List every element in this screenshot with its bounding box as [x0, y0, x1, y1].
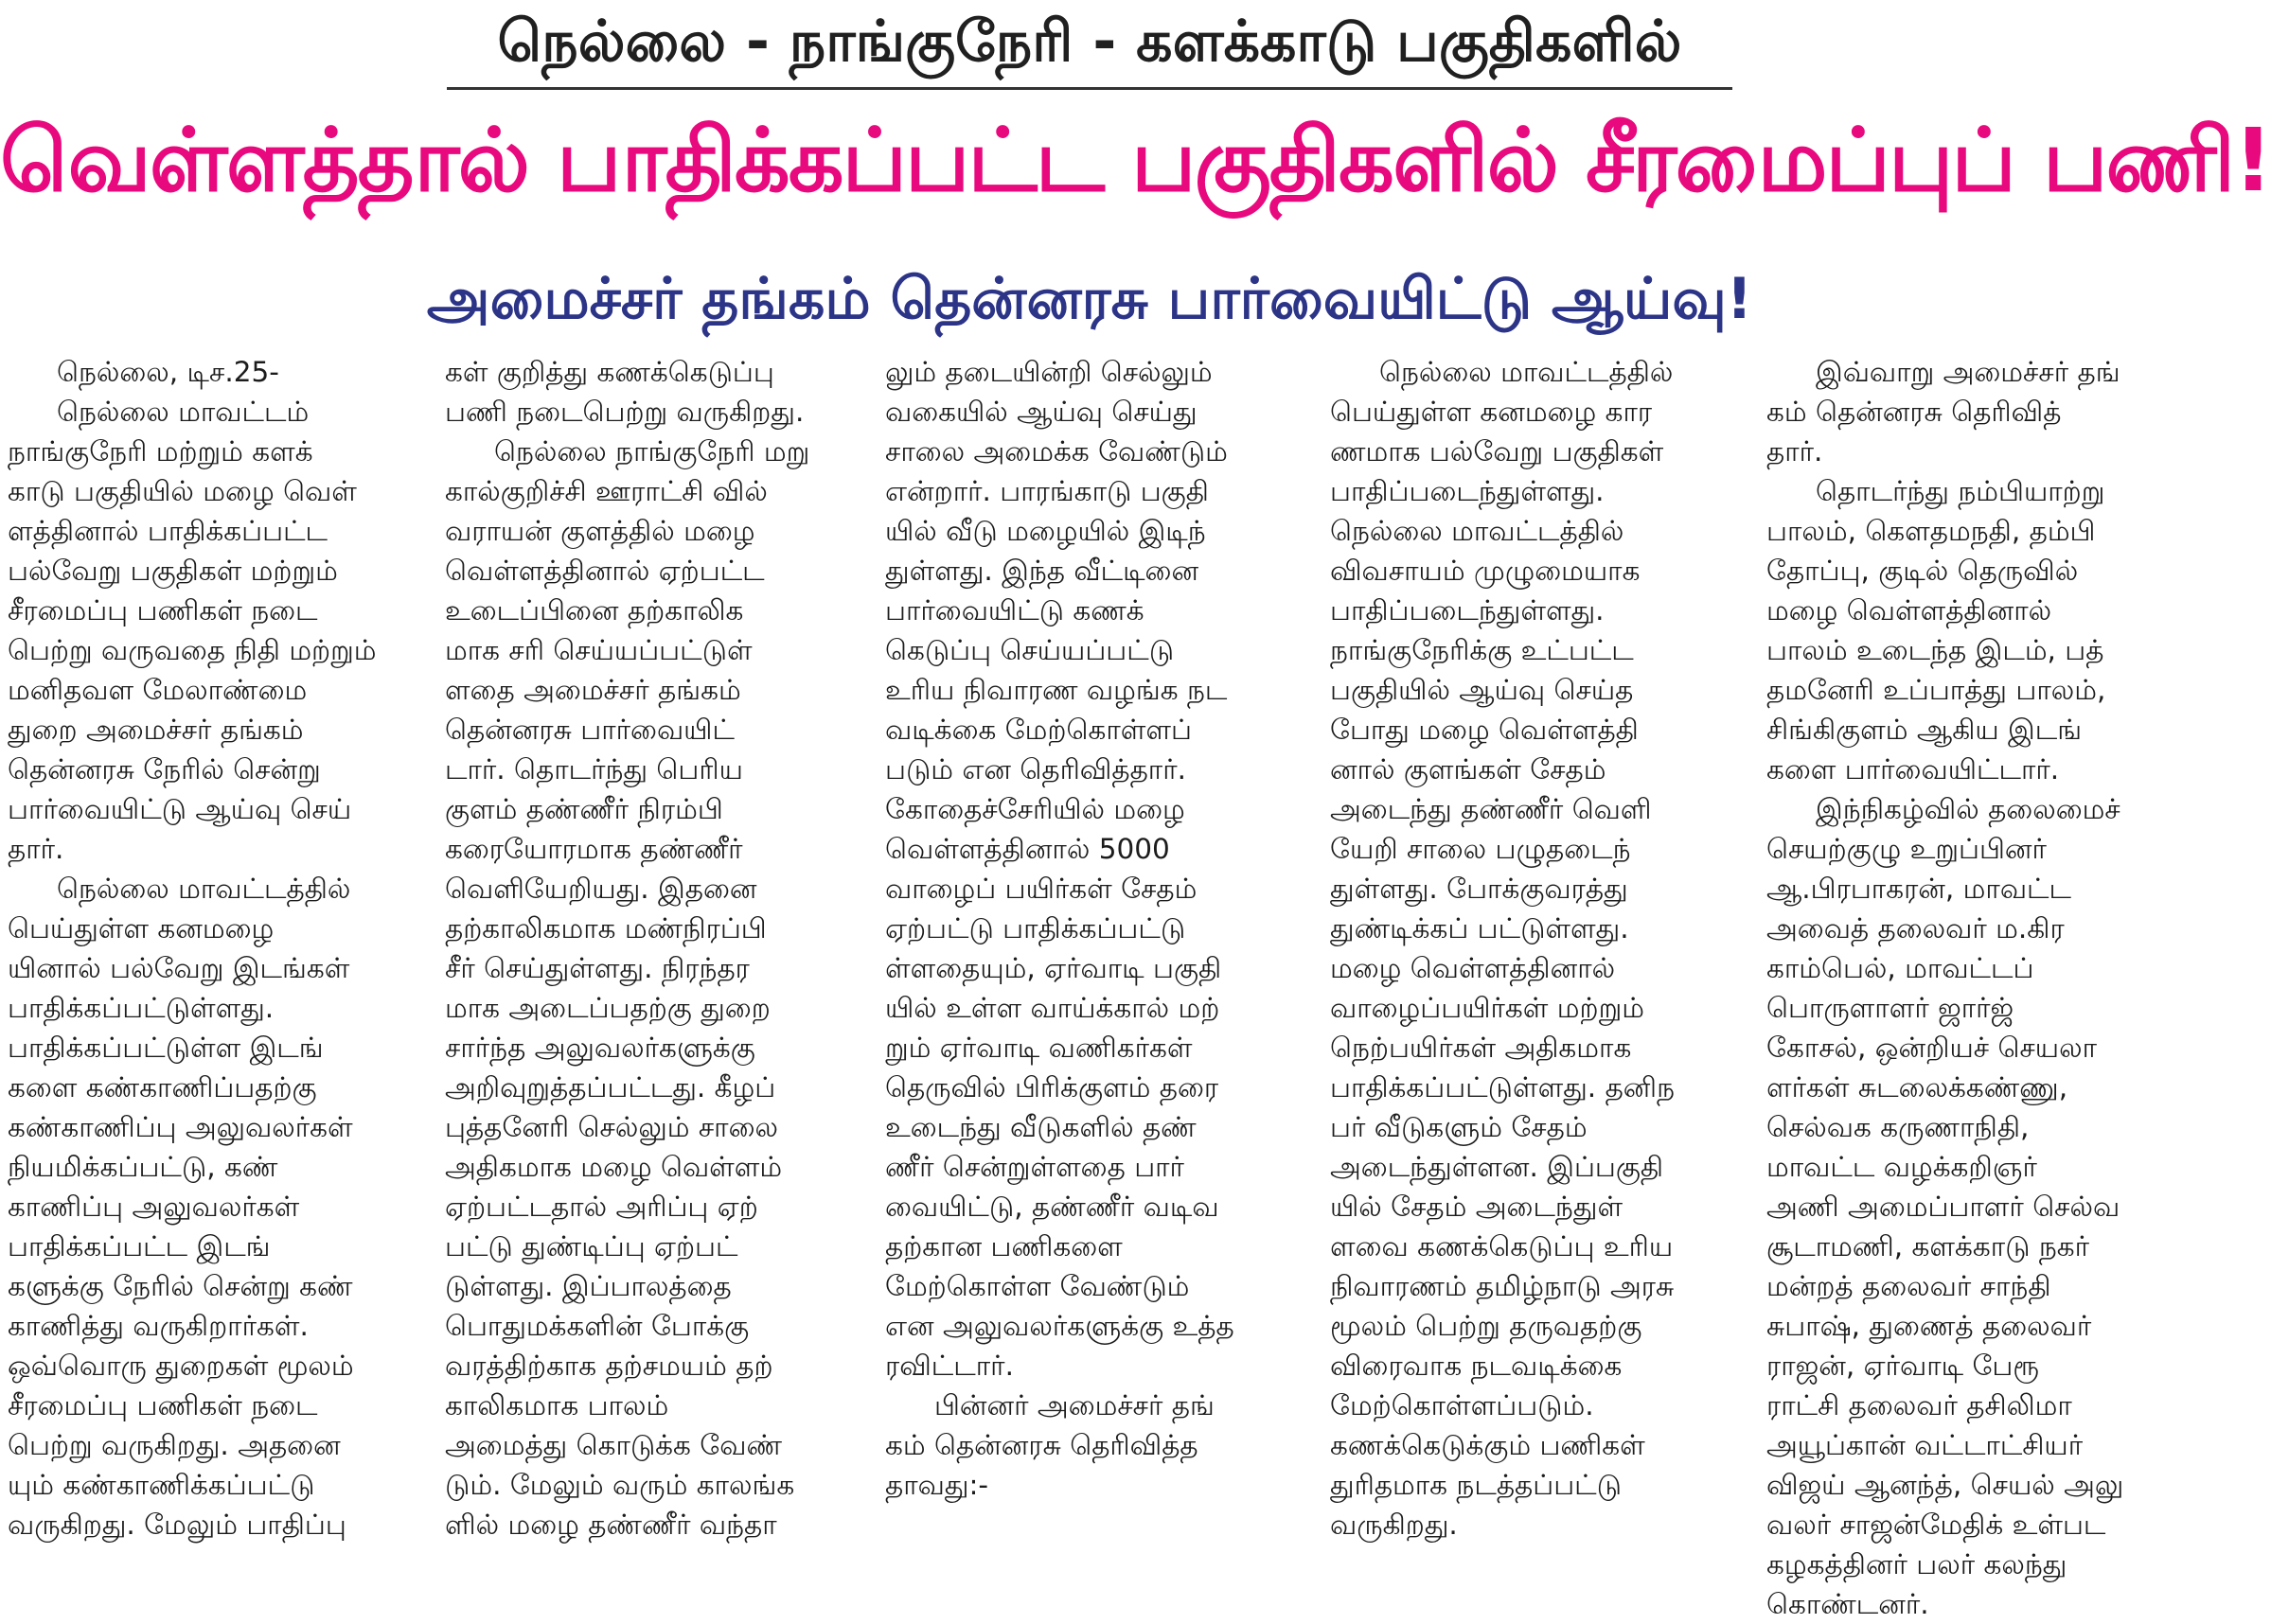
article-line: நெல்லை, டிச.25-: [57, 356, 279, 388]
article-line: அமைத்து கொடுக்க வேண்: [445, 1429, 783, 1461]
article-line: பாதிக்கப்பட்டுள்ள இடங்: [8, 1032, 324, 1064]
article-column-4: [1330, 352, 1737, 1562]
article-line: ள்ளதையும், ஏர்வாடி பகுதி: [885, 952, 1222, 984]
article-line: யில் வீடு மழையில் இடிந்: [885, 515, 1206, 547]
article-line: நெற்பயிர்கள் அதிகமாக: [1330, 1032, 1632, 1064]
article-line: ராட்சி தலைவர் தசிலிமா: [1766, 1389, 2072, 1421]
article-line: தாவது:-: [885, 1469, 989, 1501]
article-line: நியமிக்கப்பட்டு, கண்: [8, 1151, 278, 1183]
headline: வெள்ளத்தால் பாதிக்கப்பட்ட பகுதிகளில் சீரமைப்புப் பணி!: [0, 110, 2271, 211]
article-line: நெல்லை மாவட்டத்தில்: [57, 873, 351, 905]
article-line: கண்காணிப்பு அலுவலர்கள்: [8, 1111, 353, 1143]
article-line: கோதைச்சேரியில் மழை: [885, 793, 1185, 825]
article-line: ஏற்பட்டதால் அரிப்பு ஏற்: [445, 1191, 758, 1223]
article-line: பெற்று வருவதை நிதி மற்றும்: [8, 634, 377, 666]
article-column-3: [885, 352, 1302, 1562]
article-line: விஜய் ஆனந்த், செயல் அலு: [1766, 1469, 2124, 1501]
article-line: பாலம், கௌதமநதி, தம்பி: [1766, 515, 2096, 547]
article-line: ளதை அமைச்சர் தங்கம்: [445, 674, 741, 706]
article-line: யில் உள்ள வாய்க்கால் மற்: [885, 992, 1220, 1024]
article-line: போது மழை வெள்ளத்தி: [1330, 714, 1639, 746]
article-line: வருகிறது.: [1330, 1509, 1458, 1541]
article-line: சீரமைப்பு பணிகள் நடை: [8, 1389, 318, 1421]
article-line: உடைந்து வீடுகளில் தண்: [885, 1111, 1197, 1143]
kicker-underline: [447, 87, 1732, 90]
article-line: பகுதியில் ஆய்வு செய்த: [1330, 674, 1634, 706]
article-line: சுபாஷ், துணைத் தலைவர்: [1766, 1310, 2092, 1342]
article-line: சீரமைப்பு பணிகள் நடை: [8, 594, 318, 627]
article-line: வாழைப் பயிர்கள் சேதம்: [885, 873, 1198, 905]
article-line: பார்வையிட்டு கணக்: [885, 594, 1144, 627]
article-line: மாவட்ட வழக்கறிஞர்: [1766, 1151, 2037, 1183]
article-column-5: [1766, 352, 2175, 1620]
article-line: வையிட்டு, தண்ணீர் வடிவ: [885, 1191, 1219, 1223]
article-line: கொண்டனர்.: [1766, 1588, 1929, 1620]
article-line: காலிகமாக பாலம்: [445, 1389, 669, 1421]
article-line: வராயன் குளத்தில் மழை: [445, 515, 755, 547]
article-line: மன்றத் தலைவர் சாந்தி: [1766, 1270, 2051, 1302]
article-line: நெல்லை மாவட்டம்: [57, 396, 310, 428]
article-line: சீர் செய்துள்ளது. நிரந்தர: [445, 952, 750, 984]
article-line: பாதிக்கப்பட்டுள்ளது. தனிந: [1330, 1071, 1675, 1103]
article-line: தற்கான பணிகளை: [885, 1230, 1123, 1262]
article-line: காணித்து வருகிறார்கள்.: [8, 1310, 309, 1342]
article-line: துள்ளது. இந்த வீட்டினை: [885, 555, 1199, 587]
article-line: தோப்பு, குடில் தெருவில்: [1766, 555, 2079, 587]
article-line: அடைந்துள்ளன. இப்பகுதி: [1330, 1151, 1664, 1183]
article-line: செயற்குழு உறுப்பினர்: [1766, 833, 2047, 865]
article-line: யில் சேதம் அடைந்துள்: [1330, 1191, 1623, 1223]
article-line: நெல்லை மாவட்டத்தில்: [1330, 515, 1624, 547]
article-line: விரைவாக நடவடிக்கை: [1330, 1350, 1623, 1382]
article-line: துறை அமைச்சர் தங்கம்: [8, 714, 304, 746]
article-line: உரிய நிவாரண வழங்க நட: [885, 674, 1228, 706]
article-line: நெல்லை நாங்குநேரி மறு: [494, 435, 810, 468]
article-line: டுள்ளது. இப்பாலத்தை: [445, 1270, 732, 1302]
article-line: விவசாயம் முழுமையாக: [1330, 555, 1641, 587]
article-line: ணமாக பல்வேறு பகுதிகள்: [1330, 435, 1664, 468]
article-line: களை கண்காணிப்பதற்கு: [8, 1071, 317, 1103]
article-column-1: [8, 352, 424, 1562]
article-line: மாக அடைப்பதற்கு துறை: [445, 992, 771, 1024]
article-line: களுக்கு நேரில் சென்று கண்: [8, 1270, 353, 1302]
article-line: கழகத்தினர் பலர் கலந்து: [1766, 1548, 2067, 1580]
article-line: புத்தனேரி செல்லும் சாலை: [445, 1111, 778, 1143]
article-column-2: [445, 352, 861, 1562]
article-line: இவ்வாறு அமைச்சர் தங்: [1816, 356, 2120, 388]
article-line: பர் வீடுகளும் சேதம்: [1330, 1111, 1588, 1143]
article-line: யினால் பல்வேறு இடங்கள்: [8, 952, 350, 984]
article-line: கால்குறிச்சி ஊராட்சி வில்: [445, 475, 768, 507]
article-line: ரவிட்டார்.: [885, 1350, 1014, 1382]
article-line: பாதிப்படைந்துள்ளது.: [1330, 594, 1605, 627]
article-line: வடிக்கை மேற்கொள்ளப்: [885, 714, 1192, 746]
article-line: அறிவுறுத்தப்பட்டது. கீழப்: [445, 1071, 776, 1103]
article-line: ஏற்பட்டு பாதிக்கப்பட்டு: [885, 912, 1186, 944]
article-line: லும் தடையின்றி செல்லும்: [885, 356, 1213, 388]
article-line: கணக்கெடுக்கும் பணிகள்: [1330, 1429, 1645, 1461]
article-line: தார்.: [1766, 435, 1823, 468]
article-line: ளில் மழை தண்ணீர் வந்தா: [445, 1509, 777, 1541]
article-line: வெள்ளத்தினால் 5000: [885, 833, 1170, 865]
article-line: கெடுப்பு செய்யப்பட்டு: [885, 634, 1175, 666]
article-line: பாதிக்கப்பட்ட இடங்: [8, 1230, 271, 1262]
article-line: வெள்ளத்தினால் ஏற்பட்ட: [445, 555, 765, 587]
article-line: நிவாரணம் தமிழ்நாடு அரசு: [1330, 1270, 1675, 1302]
article-line: மேற்கொள்ள வேண்டும்: [885, 1270, 1190, 1302]
article-line: மூலம் பெற்று தருவதற்கு: [1330, 1310, 1642, 1342]
article-line: சிங்கிகுளம் ஆகிய இடங்: [1766, 714, 2083, 746]
article-line: மழை வெள்ளத்தினால்: [1766, 594, 2052, 627]
article-line: தென்னரசு பார்வையிட்: [445, 714, 735, 746]
article-line: இந்நிகழ்வில் தலைமைச்: [1816, 793, 2120, 825]
subheadline: அமைச்சர் தங்கம் தென்னரசு பார்வையிட்டு ஆய்வு!: [426, 266, 1753, 332]
article-line: மனிதவள மேலாண்மை: [8, 674, 308, 706]
article-line: பல்வேறு பகுதிகள் மற்றும்: [8, 555, 338, 587]
article-line: காணிப்பு அலுவலர்கள்: [8, 1191, 300, 1223]
article-line: வரத்திற்காக தற்சமயம் தற்: [445, 1350, 773, 1382]
article-line: தார்.: [8, 833, 64, 865]
article-line: ளத்தினால் பாதிக்கப்பட்ட: [8, 515, 328, 547]
article-line: மழை வெள்ளத்தினால்: [1330, 952, 1616, 984]
article-line: ராஜன், ஏர்வாடி பேரூ: [1766, 1350, 2040, 1382]
article-line: கம் தென்னரசு தெரிவித்த: [885, 1429, 1198, 1461]
article-line: வலர் சாஜன்மேதிக் உள்பட: [1766, 1509, 2106, 1541]
article-line: செல்வக கருணாநிதி,: [1766, 1111, 2030, 1143]
article-line: துண்டிக்கப் பட்டுள்ளது.: [1330, 912, 1629, 944]
article-line: தொடர்ந்து நம்பியாற்று: [1816, 475, 2105, 507]
article-line: கம் தென்னரசு தெரிவித்: [1766, 396, 2062, 428]
article-line: சாலை அமைக்க வேண்டும்: [885, 435, 1228, 468]
article-line: காம்பெல், மாவட்டப்: [1766, 952, 2034, 984]
article-line: நாங்குநேரி மற்றும் களக்: [8, 435, 313, 468]
article-line: பொதுமக்களின் போக்கு: [445, 1310, 750, 1342]
article-line: அணி அமைப்பாளர் செல்வ: [1766, 1191, 2120, 1223]
article-line: ளர்கள் சுடலைக்கண்ணு,: [1766, 1071, 2068, 1103]
article-line: யும் கண்காணிக்கப்பட்டு: [8, 1469, 315, 1501]
article-line: காடு பகுதியில் மழை வெள்: [8, 475, 357, 507]
article-line: அயூப்கான் வட்டாட்சியர்: [1766, 1429, 2084, 1461]
article-line: டார். தொடர்ந்து பெரிய: [445, 753, 743, 786]
article-line: நெல்லை மாவட்டத்தில்: [1379, 356, 1674, 388]
article-line: என்றார். பாரங்காடு பகுதி: [885, 475, 1209, 507]
article-line: பெய்துள்ள கனமழை: [8, 912, 275, 944]
article-line: ணீர் சென்றுள்ளதை பார்: [885, 1151, 1184, 1183]
article-line: ளவை கணக்கெடுப்பு உரிய: [1330, 1230, 1674, 1262]
article-line: பணி நடைபெற்று வருகிறது.: [445, 396, 805, 428]
article-line: உடைப்பினை தற்காலிக: [445, 594, 744, 627]
article-line: வருகிறது. மேலும் பாதிப்பு: [8, 1509, 346, 1541]
article-line: வெளியேறியது. இதனை: [445, 873, 757, 905]
article-line: பட்டு துண்டிப்பு ஏற்பட்: [445, 1230, 738, 1262]
article-line: பொருளாளர் ஜார்ஜ்: [1766, 992, 2014, 1024]
article-line: படும் என தெரிவித்தார்.: [885, 753, 1187, 786]
article-line: தென்னரசு நேரில் சென்று: [8, 753, 321, 786]
article-line: பாதிப்படைந்துள்ளது.: [1330, 475, 1605, 507]
article-line: தெருவில் பிரிக்குளம் தரை: [885, 1071, 1219, 1103]
article-line: றும் ஏர்வாடி வணிகர்கள்: [885, 1032, 1193, 1064]
article-line: கள் குறித்து கணக்கெடுப்பு: [445, 356, 774, 388]
article-line: என அலுவலர்களுக்கு உத்த: [885, 1310, 1234, 1342]
article-line: நாங்குநேரிக்கு உட்பட்ட: [1330, 634, 1634, 666]
article-line: கரையோரமாக தண்ணீர்: [445, 833, 743, 865]
article-line: தற்காலிகமாக மண்நிரப்பி: [445, 912, 767, 944]
article-line: வாழைப்பயிர்கள் மற்றும்: [1330, 992, 1644, 1024]
article-line: களை பார்வையிட்டார்.: [1766, 753, 2060, 786]
article-line: ஒவ்வொரு துறைகள் மூலம்: [8, 1350, 354, 1382]
article-line: சார்ந்த அலுவலர்களுக்கு: [445, 1032, 755, 1064]
article-line: யேறி சாலை பழுதடைந்: [1330, 833, 1631, 865]
article-line: பெய்துள்ள கனமழை கார: [1330, 396, 1653, 428]
article-line: வகையில் ஆய்வு செய்து: [885, 396, 1198, 428]
article-line: மாக சரி செய்யப்பட்டுள்: [445, 634, 753, 666]
article-line: துரிதமாக நடத்தப்பட்டு: [1330, 1469, 1622, 1501]
article-line: பார்வையிட்டு ஆய்வு செய்: [8, 793, 352, 825]
article-line: ஆ.பிரபாகரன், மாவட்ட: [1766, 873, 2072, 905]
article-line: சூடாமணி, களக்காடு நகர்: [1766, 1230, 2090, 1262]
article-line: டும். மேலும் வரும் காலங்க: [445, 1469, 795, 1501]
article-line: துள்ளது. போக்குவரத்து: [1330, 873, 1628, 905]
article-line: பாலம் உடைந்த இடம், பத்: [1766, 634, 2104, 666]
article-line: பெற்று வருகிறது. அதனை: [8, 1429, 341, 1461]
kicker-line: நெல்லை - நாங்குநேரி - களக்காடு பகுதிகளில்: [497, 9, 1682, 75]
article-line: பாதிக்கப்பட்டுள்ளது.: [8, 992, 275, 1024]
article-line: பின்னர் அமைச்சர் தங்: [934, 1389, 1215, 1421]
article-line: அதிகமாக மழை வெள்ளம்: [445, 1151, 783, 1183]
article-line: குளம் தண்ணீர் நிரம்பி: [445, 793, 723, 825]
article-line: தமனேரி உப்பாத்து பாலம்,: [1766, 674, 2106, 706]
article-line: னால் குளங்கள் சேதம்: [1330, 753, 1606, 786]
article-line: அடைந்து தண்ணீர் வெளி: [1330, 793, 1652, 825]
article-line: அவைத் தலைவர் ம.கிர: [1766, 912, 2065, 944]
article-line: மேற்கொள்ளப்படும்.: [1330, 1389, 1594, 1421]
article-line: கோசல், ஒன்றியச் செயலா: [1766, 1032, 2098, 1064]
